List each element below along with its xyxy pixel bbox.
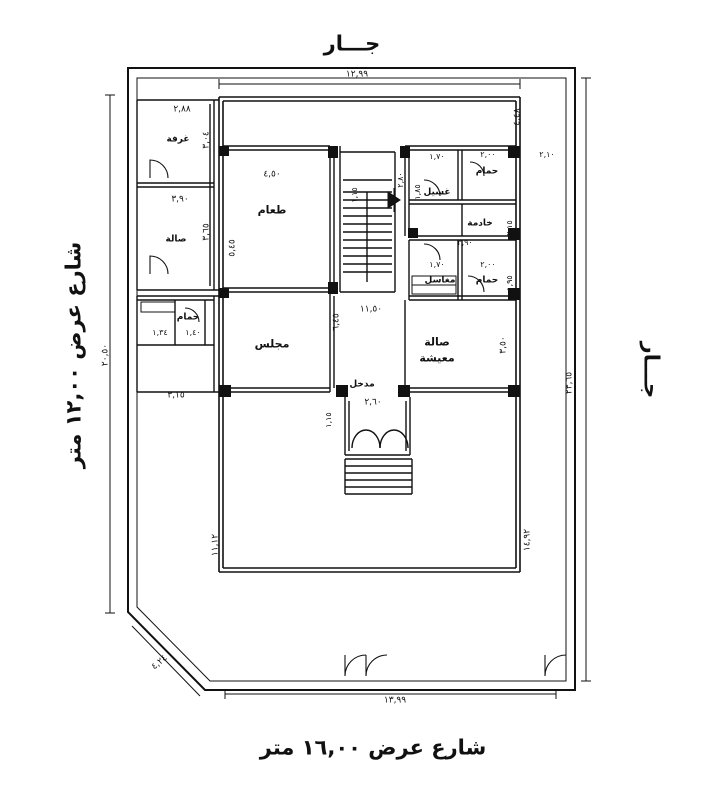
- room-label-salah-maisha-line1: صالة: [424, 335, 450, 349]
- dimension-salah-w: ٣,٩٠: [171, 194, 189, 205]
- dimension-right-strip-1: ٢,١٠: [539, 150, 555, 159]
- dimension-maghasil-h: ١,٩٥: [505, 275, 514, 291]
- room-label-hammam-left: حمام: [176, 312, 200, 323]
- dimension-ghasil-w: ١,٨٥: [413, 184, 422, 200]
- dimension-entry-w: ٢,٦٠: [364, 397, 382, 408]
- room-label-madkhal: مدخل: [349, 379, 375, 390]
- boundary-label-top: جـــار: [323, 31, 381, 56]
- dimension-right-height: ٢٣,٦٥: [564, 371, 575, 395]
- dimension-taam-h: ٥,٤٥: [227, 239, 238, 257]
- dimension-room-top-left-h: ٣,٠٤: [201, 131, 212, 149]
- dimension-majlis-w: ٣,١٥: [167, 390, 185, 401]
- dimension-corner-diagonal: ٤,٢٤: [149, 653, 170, 673]
- room-label-majlis: مجلس: [254, 337, 290, 351]
- dimension-bath-low-w: ١,٧٠: [429, 260, 445, 269]
- room-label-salah-maisha-line2: معيشة: [419, 351, 455, 365]
- dimension-stair-w: ١,١٥: [350, 187, 359, 203]
- dimension-bath-small-2: ١,٤٠: [185, 328, 201, 337]
- dimension-khadima-w: ٣,٩٠: [457, 238, 473, 247]
- dimension-left-upper-height: ٢٠,٥٠: [100, 343, 111, 367]
- dimension-bottom-width: ١٣,٩٩: [383, 695, 407, 706]
- dimension-top-width: ١٢,٩٩: [345, 69, 369, 80]
- dimension-khadima-h: ٢,١٥: [505, 220, 514, 236]
- dimension-bath-small-1: ١,٣٤: [152, 328, 168, 337]
- dimension-entry-h: ١,١٥: [324, 412, 333, 428]
- room-label-hammam-top: حمام: [475, 166, 499, 177]
- room-label-salah: صالة: [165, 234, 187, 245]
- dimension-right-top-h: ٤,٤٨: [512, 108, 523, 126]
- room-label-hammam-bottom: حمام: [475, 275, 499, 286]
- dimension-majlis-h: ٦,٤٥: [331, 313, 342, 331]
- dimension-salah-h: ٣,٦٥: [201, 223, 212, 241]
- boundary-label-right: جـــار: [639, 341, 664, 399]
- room-label-ghurfa: غرفة: [166, 134, 190, 145]
- dimension-taam-w: ٤,٥٠: [263, 169, 281, 180]
- room-label-taam: طعام: [257, 203, 287, 217]
- dimension-bath-up-w: ١,٧٠: [429, 152, 445, 161]
- boundary-label-bottom: شارع عرض ١٦,٠٠ متر: [259, 735, 487, 760]
- dimension-inner-right-height: ١٤,٩٢: [522, 528, 533, 552]
- dimension-living-h: ٣,٥٠: [498, 336, 509, 354]
- dimension-bath-low-h: ٢,٠٠: [480, 260, 496, 269]
- room-label-maghasil: مغاسل: [424, 275, 456, 286]
- room-label-ghasil: غسيل: [423, 187, 451, 198]
- dimension-left-lower-height: ١١,١٢: [210, 533, 221, 557]
- dimension-room-top-left-w: ٢,٨٨: [173, 104, 191, 115]
- dimension-bath-up-h: ٢,٠٠: [480, 150, 496, 159]
- dimension-stair-h: ٢,٨٠: [396, 172, 405, 188]
- boundary-label-left: شارع عرض ١٢,٠٠ متر: [61, 241, 86, 469]
- room-label-khadima: خادمة: [467, 218, 493, 229]
- dimension-hall-w: ١١,٥٠: [359, 304, 383, 315]
